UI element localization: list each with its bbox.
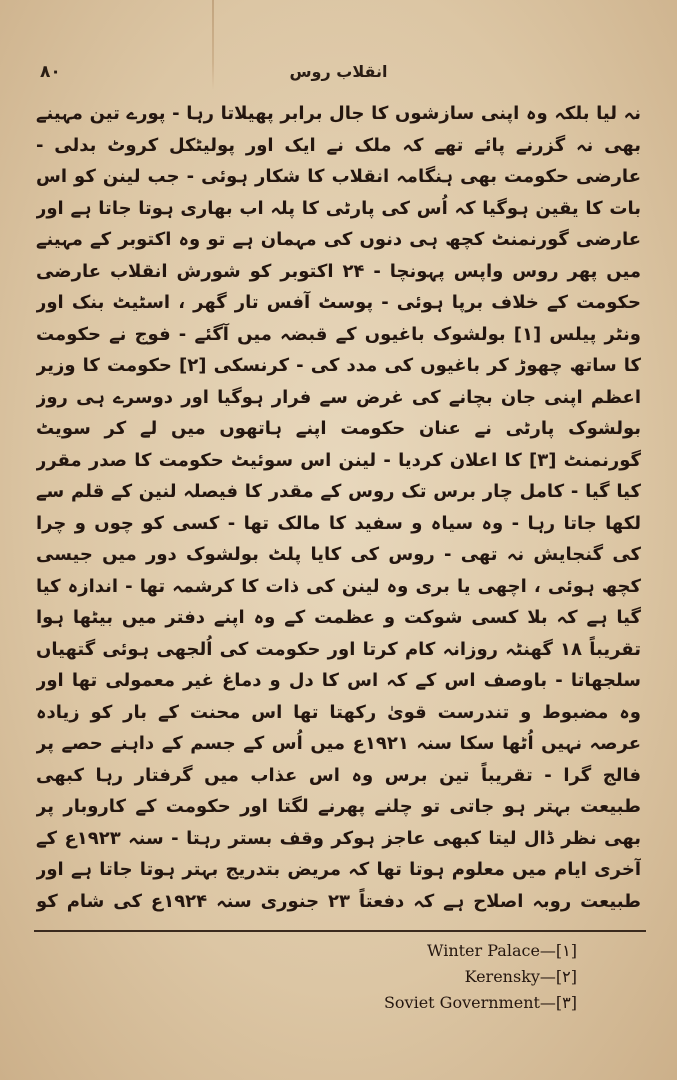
footnote-2: Kerensky—[۲] bbox=[464, 967, 577, 986]
footnote-1: Winter Palace—[۱] bbox=[427, 941, 577, 960]
page-number: ۸۰ bbox=[40, 62, 61, 82]
footnote-divider bbox=[34, 930, 646, 932]
footnotes bbox=[277, 938, 577, 1016]
footnote-3: Soviet Government—[۳] bbox=[383, 993, 577, 1012]
running-title: انقلاب روس bbox=[289, 62, 388, 81]
body-paragraph: نہ لیا بلکہ وہ اپنی سازشوں کا جال برابر پھیلاتا رہا - پورے تین مہینے بھی نہ گزرنے پائے تھے کہ ملک نے ایک اور پولیٹکل کروٹ بدلی - عارضی حکومت بھی ہنگامہ انقلاب کا شکار ہوئی - جب لینن کو اس بات کا یقین ہوگیا کہ اُس کی پارٹی کا پلہ اب بھاری ہوتا جاتا ہے اور عارضی گورنمنٹ کچھ ہی دنوں کی مہمان ہے تو وہ اکتوبر کے مہینے میں پھر روس واپس پہونچا - ۲۴ اکتوبر کو شورش انقلاب عارضی حکومت کے خلاف برپا ہوئی - پوسٹ آفس تار گھر ، اسٹیٹ بنک اور ونٹر پیلس [۱] بولشوک باغیوں کے قبضہ میں آگئے - فوج نے حکومت کا ساتھ چھوڑ کر باغیوں کی مدد کی - کرنسکی [۲] حکومت کا وزیر اعظم اپنی جان بچانے کی غرض سے فرار ہوگیا اور دوسرے ہی روز بولشوک پارٹی نے عنان حکومت اپنے ہاتھوں میں لے کر سویٹ گورنمنٹ [۳] کا اعلان کردیا - لینن اس سوئیٹ حکومت کا صدر مقرر کیا گیا - کامل چار برس تک روس کے مقدر کا فیصلہ لنین کے قلم سے لکھا جاتا رہا - وہ سیاہ و سفید کا مالک تھا - کسی کو چوں و چرا کی گنجایش نہ تھی - روس کی کایا پلٹ بولشوک دور میں جیسی کچھ ہوئی ، اچھی یا بری وہ لینن کی ذات کا کرشمہ تھا - اندازہ کیا گیا ہے کہ بلا کسی شوکت و عظمت کے وہ اپنے دفتر میں بیٹھا ہوا تقریباً ۱۸ گھنٹہ روزانہ کام کرتا اور حکومت کی اُلجھی ہوئی گتھیاں سلجھاتا - باوصف اس کے کہ اس کا دل و دماغ غیر معمولی تھا اور وہ مضبوط و تندرست قویٰ رکھتا تھا اس محنت کے بار کو زیادہ عرصہ نہیں اُٹھا سکا سنہ ۱۹۲۱ع میں اُس کے جسم کے داہنے حصے پر فالج گرا - تقریباً تین برس وہ اس عذاب میں گرفتار رہا کبھی طبیعت بہتر ہو جاتی تو چلنے پھرنے لگتا اور حکومت کے کاروبار پر بھی نظر ڈال لیتا کبھی عاجز ہوکر وقف بستر رہتا - سنہ ۱۹۲۳ع کے آخری ایام میں معلوم ہوتا تھا کہ مریض بتدریج بہتر ہوتا جاتا ہے اور طبیعت روبہ اصلاح ہے کہ دفعتاً ۲۳ جنوری سنہ ۱۹۲۴ع کی شام کو bbox=[36, 103, 641, 912]
page-header bbox=[40, 60, 637, 90]
body-text bbox=[36, 98, 641, 918]
